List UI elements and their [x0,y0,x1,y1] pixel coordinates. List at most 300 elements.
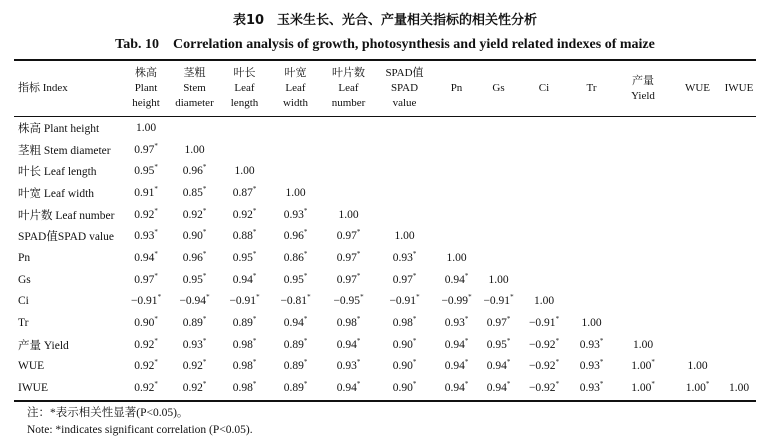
table-cell [518,115,570,139]
table-cell: −0.94* [179,293,210,308]
table-cell: 0.97* [336,271,361,286]
table-cell: 0.89* [283,336,308,351]
significance-marker: * [555,358,560,367]
table-cell [518,160,570,182]
significance-marker: * [468,293,472,302]
table-cell: 0.97* [134,271,158,286]
column-header-line: Leaf [285,82,306,94]
table-cell [570,225,613,247]
table-cell: −0.91* [389,293,420,308]
table-row [14,247,756,269]
table-cell [613,204,673,226]
table-row [14,291,756,313]
table-cell: 0.94* [486,380,511,395]
table-cell: 0.98* [336,315,361,330]
significance-marker: * [252,358,257,367]
table-cell: 1.00 [728,382,750,395]
column-header [322,62,375,115]
significance-marker: * [356,271,361,280]
table-title-cn: 表10 玉米生长、光合、产量相关指标的相关性分析 [232,13,538,28]
table-cell [479,225,518,247]
significance-marker: * [154,206,158,215]
table-cell [518,269,570,291]
table-cell [722,204,756,226]
table-cell: 0.97* [336,250,361,264]
table-cell [722,356,756,378]
table-cell [434,160,479,182]
significance-marker: * [157,293,162,302]
significance-marker: * [154,228,158,237]
table-cell [269,160,322,182]
column-header-line: Leaf [234,82,255,94]
table-cell: 0.93* [579,380,604,395]
column-header-line: Gs [492,82,505,94]
table-cell [518,204,570,226]
table-cell: −0.91* [528,315,560,330]
column-header [220,62,269,115]
table-cell [722,312,756,334]
table-cell [479,247,518,269]
column-header-line: SPAD [390,82,419,94]
column-header [269,62,322,115]
table-cell: 0.94* [336,336,361,351]
table-cell: 0.93* [182,336,207,351]
table-cell: 0.92* [182,380,207,395]
table-cell [220,115,269,139]
table-cell [375,139,434,161]
significance-marker: * [599,358,604,367]
table-cell: 0.97* [392,271,417,286]
table-cell [613,139,673,161]
significance-marker: * [154,358,158,367]
table-cell: 1.00 [135,121,157,134]
table-cell: 0.97* [336,228,361,243]
table-cell: 0.97* [134,141,158,156]
table-cell [613,225,673,247]
table-cell [613,115,673,139]
table-cell: 1.00 [234,165,255,178]
significance-marker: * [360,293,364,302]
table-cell [434,204,479,226]
column-header [169,62,220,115]
table-cell [570,182,613,204]
significance-marker: * [464,336,469,345]
significance-marker: * [303,206,308,215]
row-label: SPAD值SPAD value [18,231,114,244]
table-cell: 0.93* [283,206,308,221]
table-cell [613,312,673,334]
table-cell: 0.93* [579,336,604,351]
table-cell [479,139,518,161]
table-cell: 0.94* [486,358,511,373]
table-cell: 0.93* [134,228,158,243]
table-cell: 0.90* [392,358,417,373]
column-header [673,62,722,115]
table-cell [518,247,570,269]
table-cell [613,291,673,313]
table-cell [673,115,722,139]
row-label: 叶宽 Leaf width [18,187,95,200]
table-row [14,115,756,139]
table-cell [570,269,613,291]
significance-marker: * [506,380,511,389]
table-cell: 0.89* [182,315,207,330]
table-cell [169,115,220,139]
table-cell [570,160,613,182]
table-cell [673,160,722,182]
table-cell: −0.92* [528,336,560,351]
table-cell [722,182,756,204]
significance-marker: * [464,380,469,389]
table-row [14,312,756,334]
column-header-line: Stem [183,82,206,94]
table-cell [322,182,375,204]
row-label: 茎粗 Stem diameter [18,144,111,157]
table-row [14,334,756,356]
significance-marker: * [202,315,207,324]
table-cell: 0.94* [283,315,308,330]
table-cell [673,269,722,291]
table-cell [434,182,479,204]
table-cell: 0.95* [134,163,158,178]
table-cell: 1.00 [581,317,602,330]
table-cell: 0.92* [134,206,158,221]
column-header [479,62,518,115]
table-cell [722,225,756,247]
column-header-line: Yield [631,89,655,102]
table-cell: 1.00* [631,358,655,373]
note-cn: 注：*表示相关性显著(P<0.05)。 [27,407,189,419]
table-cell: 0.85* [182,185,207,199]
significance-marker: * [303,250,308,259]
column-header-line: number [331,97,366,109]
column-header-line: length [230,97,259,109]
column-header [518,62,570,115]
significance-marker: * [651,358,655,367]
significance-marker: * [252,228,257,237]
column-header [375,62,434,115]
table-cell [269,139,322,161]
table-cell: 0.94* [444,380,469,395]
significance-marker: * [303,315,308,324]
column-header-line: WUE [684,82,711,94]
table-cell: 0.94* [444,271,469,286]
table-cell: 1.00* [631,380,655,395]
table-cell: 1.00 [338,208,359,221]
row-label: 叶长 Leaf length [18,166,97,179]
table-cell: 0.86* [283,250,308,264]
table-cell [673,204,722,226]
table-cell [479,115,518,139]
table-cell: 0.93* [444,315,469,330]
table-cell: 0.98* [232,380,257,395]
column-header-line: 茎粗 [183,67,206,79]
significance-marker: * [555,315,560,324]
table-cell [434,139,479,161]
column-header-line: IWUE [724,82,754,94]
top-rule [14,59,756,61]
table-cell [375,160,434,182]
table-row [14,356,756,378]
table-cell [613,247,673,269]
significance-marker: * [356,358,361,367]
significance-marker: * [303,358,308,367]
significance-marker: * [464,271,469,280]
table-cell: 1.00 [533,295,555,308]
significance-marker: * [303,228,308,237]
table-cell: 0.94* [336,380,361,395]
column-header-line: height [132,97,160,109]
table-cell [722,247,756,269]
significance-marker: * [356,380,361,389]
table-cell: 1.00 [394,230,415,243]
table-row [14,160,756,182]
table-cell: 0.89* [232,315,257,330]
significance-marker: * [154,315,158,324]
significance-marker: * [464,315,469,324]
table-cell [220,139,269,161]
table-cell: 0.94* [444,358,469,373]
column-header-line: 指标 Index [18,82,68,94]
significance-marker: * [510,293,514,302]
table-cell: 0.95* [283,271,308,286]
significance-marker: * [252,250,257,259]
table-row [14,377,756,399]
table-cell [375,115,434,139]
significance-marker: * [506,358,511,367]
significance-marker: * [412,250,417,259]
table-cell: 0.87* [232,185,257,199]
row-label: IWUE [18,382,49,395]
table-cell [722,115,756,139]
table-cell [479,204,518,226]
column-header [570,62,613,115]
table-cell: 0.94* [134,250,158,264]
significance-marker: * [202,185,207,194]
row-label: WUE [18,360,45,373]
table-cell: 0.92* [232,206,257,221]
table-cell: −0.91* [130,293,162,308]
significance-marker: * [705,380,710,389]
significance-marker: * [506,315,511,324]
table-cell: −0.99* [441,293,472,308]
significance-marker: * [506,336,511,345]
significance-marker: * [154,250,158,259]
table-cell: 0.93* [392,250,417,264]
table-cell: −0.92* [528,380,560,395]
significance-marker: * [555,336,560,345]
table-cell: 0.92* [182,206,207,221]
table-cell [722,291,756,313]
significance-marker: * [356,228,361,237]
significance-marker: * [154,163,158,172]
bottom-rule [14,400,756,402]
significance-marker: * [303,380,308,389]
table-cell: 0.90* [182,228,207,243]
table-cell: 0.92* [134,380,158,395]
note-en: Note: *indicates significant correlation (P<0.05). [27,424,253,436]
table-cell: 0.94* [232,271,257,286]
table-cell [722,139,756,161]
significance-marker: * [252,336,257,345]
table-cell [570,247,613,269]
table-cell: 0.95* [486,336,511,351]
column-header-line: Ci [538,82,550,94]
row-label: 产量 Yield [18,339,69,352]
table-cell: −0.92* [528,358,560,373]
table-cell: 0.93* [336,358,361,373]
table-row [14,204,756,226]
table-cell: 0.98* [392,315,417,330]
significance-marker: * [599,336,604,345]
table-row [14,225,756,247]
row-label: Tr [18,317,29,330]
table-row [14,139,756,161]
significance-marker: * [412,358,417,367]
column-header-line: 叶片数 [332,67,365,79]
column-header-line: 叶长 [233,67,256,79]
significance-marker: * [412,315,417,324]
significance-marker: * [202,250,207,259]
significance-marker: * [307,293,311,302]
significance-marker: * [412,336,417,345]
table-cell [375,182,434,204]
significance-marker: * [555,380,560,389]
column-header-line: width [282,97,309,109]
table-cell: 0.95* [182,271,207,286]
significance-marker: * [252,380,257,389]
table-cell [673,225,722,247]
significance-marker: * [303,271,308,280]
table-cell [269,115,322,139]
table-cell: 0.96* [182,163,207,178]
table-header-row [14,62,756,115]
significance-marker: * [202,228,207,237]
column-header-line: diameter [175,97,214,109]
significance-marker: * [303,336,308,345]
table-row [14,182,756,204]
significance-marker: * [202,163,207,172]
significance-marker: * [252,315,257,324]
table-cell [434,225,479,247]
significance-marker: * [416,293,420,302]
significance-marker: * [356,315,361,324]
table-cell [722,160,756,182]
table-cell: 0.90* [134,315,158,330]
significance-marker: * [256,293,260,302]
table-cell [322,160,375,182]
table-cell: 0.94* [444,336,469,351]
table-cell [518,225,570,247]
table-row [14,269,756,291]
column-header-line: SPAD值 [385,67,424,79]
significance-marker: * [154,141,158,150]
table-cell [613,269,673,291]
table-cell [570,291,613,313]
significance-marker: * [202,206,207,215]
column-header-line: 叶宽 [284,67,307,79]
table-cell [570,204,613,226]
table-cell: 0.92* [182,358,207,373]
table-cell: −0.91* [483,293,514,308]
significance-marker: * [252,271,257,280]
significance-marker: * [202,271,207,280]
table-cell: 0.89* [283,358,308,373]
significance-marker: * [252,206,257,215]
row-label: Pn [18,251,31,264]
significance-marker: * [206,293,210,302]
significance-marker: * [202,358,207,367]
significance-marker: * [154,271,158,280]
column-header-line: 株高 [135,67,157,79]
table-cell [673,182,722,204]
row-label: Gs [18,273,31,286]
table-title-en: Tab. 10 Correlation analysis of growth, photosynthesis and yield related indexes of maize [115,37,655,52]
significance-marker: * [154,185,158,194]
column-header [613,62,673,115]
significance-marker: * [356,336,361,345]
row-label: Ci [18,295,29,308]
table-cell [722,334,756,356]
table-cell: 0.91* [134,185,158,199]
table-cell [479,160,518,182]
significance-marker: * [202,380,207,389]
table-cell: 0.98* [232,358,257,373]
column-header-line: 产量 [632,74,654,87]
table-cell [322,139,375,161]
column-header-line: value [392,97,417,109]
significance-marker: * [412,380,417,389]
table-body [14,115,756,399]
table-cell [375,204,434,226]
column-header [123,62,169,115]
table-cell: 0.92* [134,358,158,373]
table-cell: 1.00 [632,338,654,351]
table-cell [434,115,479,139]
significance-marker: * [599,380,604,389]
table-cell: 0.97* [486,315,511,330]
table-cell [673,334,722,356]
row-label: 叶片数 Leaf number [18,209,115,222]
table-cell: 0.88* [232,228,257,243]
table-cell [722,269,756,291]
significance-marker: * [202,336,207,345]
column-header [722,62,756,115]
table-cell: 1.00 [285,186,306,199]
table-cell: 1.00 [446,251,467,264]
significance-marker: * [356,250,361,259]
table-cell [570,115,613,139]
column-header-line: Pn [450,82,463,94]
significance-marker: * [464,358,469,367]
column-header-line: Tr [586,82,597,94]
table-cell: 0.90* [392,380,417,395]
significance-marker: * [651,380,655,389]
row-label: 株高 Plant height [18,122,100,135]
table-cell [518,139,570,161]
table-cell [322,115,375,139]
correlation-table [14,62,756,399]
table-cell: 1.00* [685,380,710,395]
column-header [434,62,479,115]
table-cell: 0.89* [283,380,308,395]
table-cell [673,291,722,313]
table-cell: 1.00 [184,143,205,156]
significance-marker: * [252,185,257,194]
table-cell: −0.95* [333,293,364,308]
column-header-index [14,62,123,115]
column-header-line: Plant [134,82,158,94]
